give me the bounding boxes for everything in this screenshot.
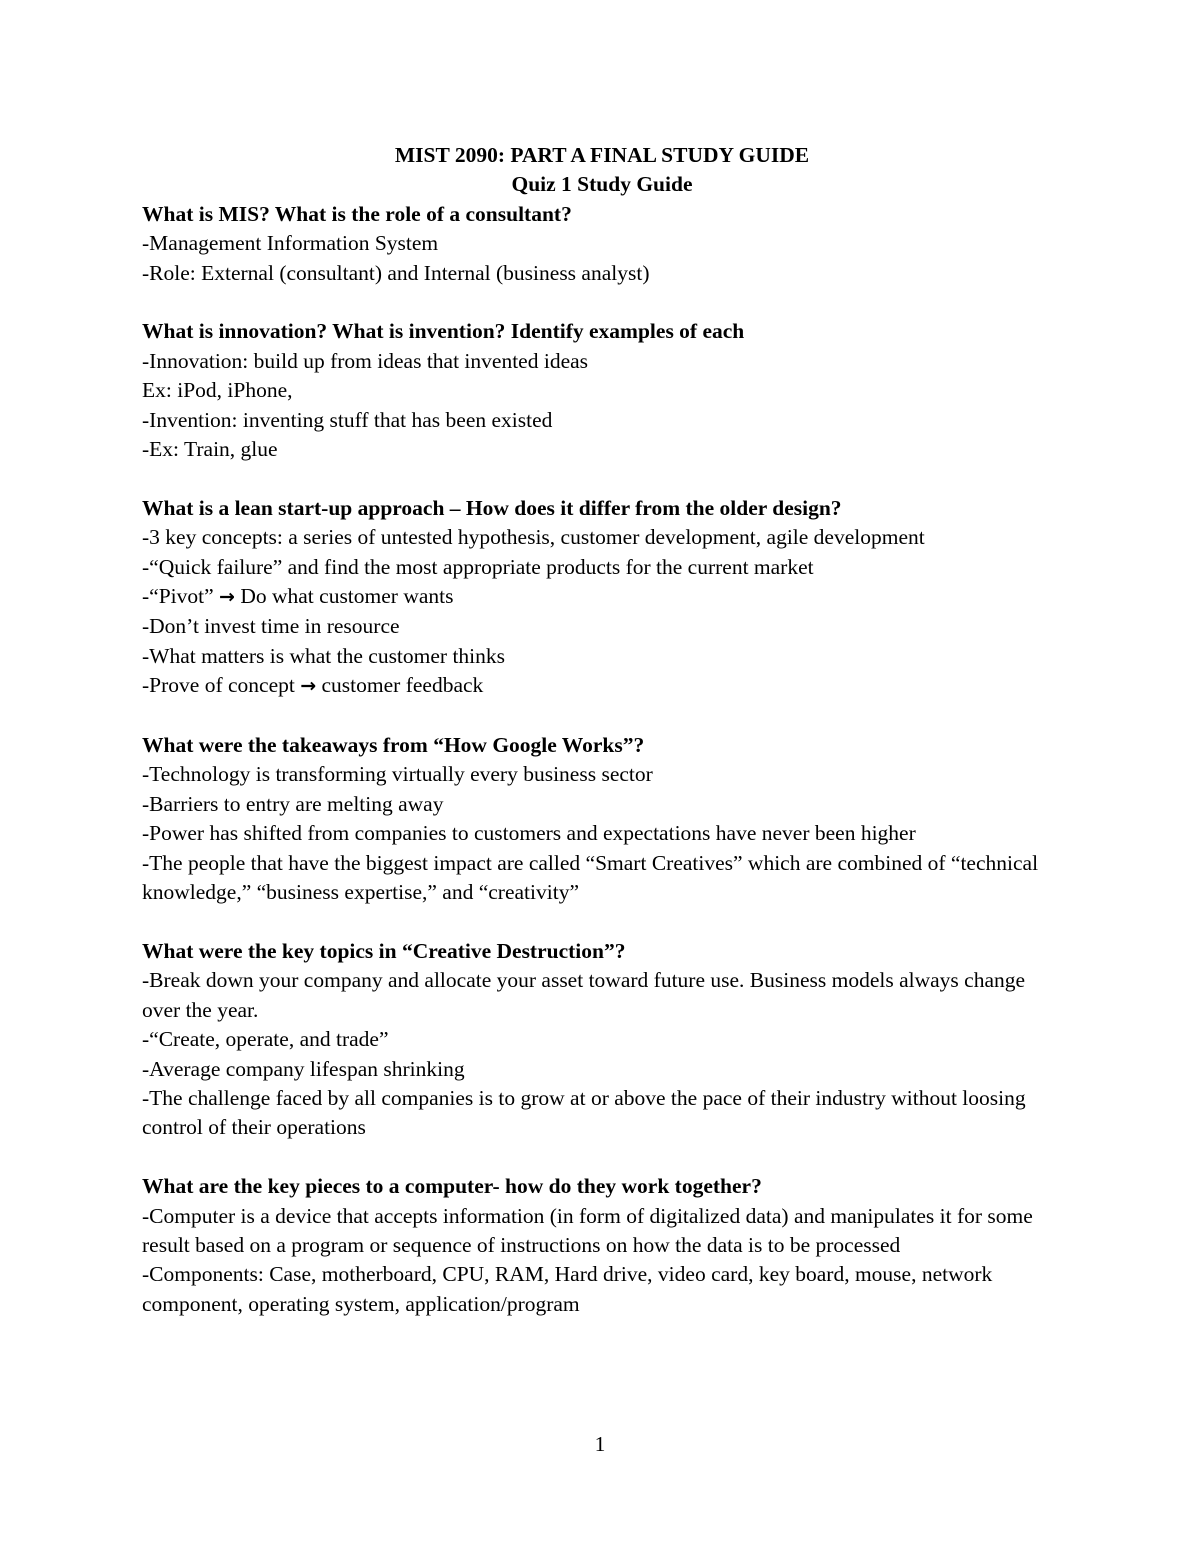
section-lean-startup — [142, 494, 1062, 702]
section-answer-line — [142, 671, 1062, 701]
section-answer: Ex: iPod, iPhone, — [142, 378, 293, 403]
section-answer: -Innovation: build up from ideas that invented ideas — [142, 348, 589, 373]
section-answer: -Power has shifted from companies to customers and expectations have never been higher — [142, 821, 916, 846]
section-question: What were the takeaways from “How Google Works”? — [142, 733, 645, 758]
arrow-right-icon: → — [300, 675, 317, 698]
section-answer: -Role: External (consultant) and Internal (business analyst) — [142, 260, 650, 285]
document-subtitle: Quiz 1 Study Guide — [511, 172, 693, 197]
section-creative-destruction — [142, 937, 1062, 1143]
section-answer: -3 key concepts: a series of untested hypothesis, customer development, agile development — [142, 525, 925, 550]
section-google — [142, 731, 1062, 907]
section-question: What is a lean start-up approach – How does it differ from the older design? — [142, 495, 842, 520]
answer-text: -Prove of concept — [142, 673, 295, 698]
section-answer: -Computer is a device that accepts information (in form of digitalized data) and manipulates it for some result based on a program or sequence of instructions on how the data is to be processed — [142, 1203, 1033, 1257]
document-body — [142, 141, 1062, 1319]
answer-text: customer feedback — [321, 673, 484, 698]
section-question: What is innovation? What is invention? Identify examples of each — [142, 319, 745, 344]
section-computer — [142, 1172, 1062, 1319]
section-answer: -“Quick failure” and find the most appropriate products for the current market — [142, 554, 814, 579]
section-answer: -Break down your company and allocate your asset toward future use. Business models always change over the year. — [142, 968, 1026, 1022]
section-answer-line — [142, 582, 1062, 612]
section-answer: -Don’t invest time in resource — [142, 614, 400, 639]
section-answer: -Barriers to entry are melting away — [142, 791, 444, 816]
section-question: What is MIS? What is the role of a consultant? — [142, 201, 572, 226]
section-answer: -“Create, operate, and trade” — [142, 1027, 389, 1052]
answer-text: Do what customer wants — [240, 584, 454, 609]
section-answer: -Average company lifespan shrinking — [142, 1056, 465, 1081]
section-innovation — [142, 317, 1062, 464]
section-answer: -The people that have the biggest impact are called “Smart Creatives” which are combined of “technical knowledge,” “business expertise,” and “creativity” — [142, 850, 1039, 905]
section-answer: -Management Information System — [142, 231, 439, 256]
section-answer: -Ex: Train, glue — [142, 437, 278, 462]
section-question: What were the key topics in “Creative Destruction”? — [142, 938, 626, 963]
section-question: What are the key pieces to a computer- how do they work together? — [142, 1174, 762, 1199]
section-answer: -Technology is transforming virtually every business sector — [142, 762, 653, 787]
arrow-right-icon: → — [219, 586, 235, 609]
title-block — [142, 141, 1062, 200]
section-mis — [142, 200, 1062, 288]
answer-text: -“Pivot” — [142, 584, 214, 609]
page-number: 1 — [594, 1432, 606, 1456]
document-title: MIST 2090: PART A FINAL STUDY GUIDE — [394, 143, 810, 167]
section-answer: -The challenge faced by all companies is to grow at or above the pace of their industry without loosing control of their operations — [142, 1085, 1026, 1140]
section-answer: -Invention: inventing stuff that has been existed — [142, 407, 553, 432]
section-answer: -Components: Case, motherboard, CPU, RAM, Hard drive, video card, key board, mouse, network component, operating system, application/program — [142, 1262, 993, 1316]
section-answer: -What matters is what the customer thinks — [142, 643, 506, 668]
